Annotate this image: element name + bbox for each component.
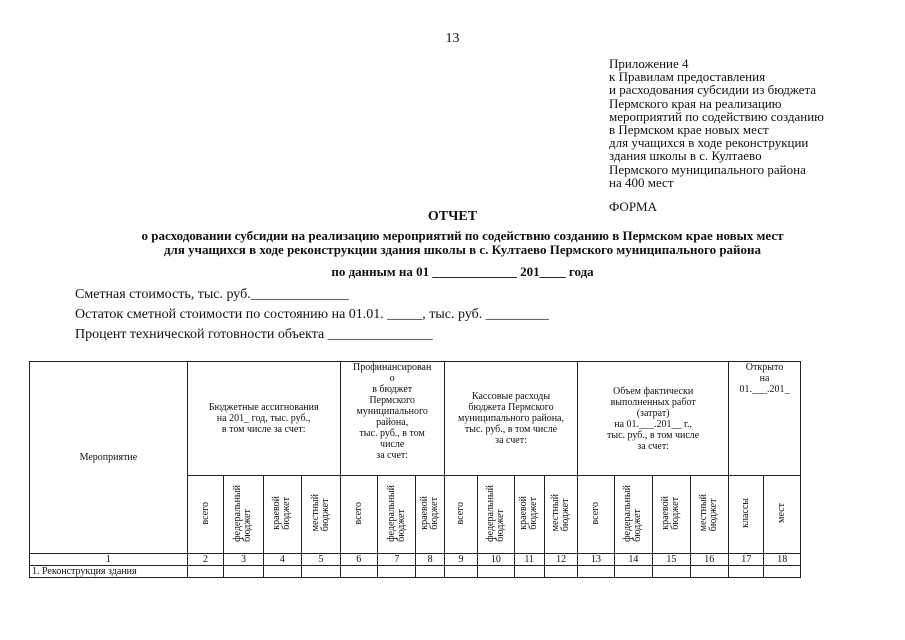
table-cell xyxy=(378,566,416,578)
table-cell xyxy=(764,566,801,578)
table-cell xyxy=(302,566,340,578)
table-cell xyxy=(340,566,377,578)
column-number: 6 xyxy=(340,554,377,566)
table-cell xyxy=(187,566,223,578)
table-cell xyxy=(729,566,764,578)
appendix-line: мероприятий по содействию созданию xyxy=(609,108,824,124)
appendix-line: в Пермском крае новых мест xyxy=(609,122,769,138)
column-number: 10 xyxy=(478,554,514,566)
column-number: 12 xyxy=(544,554,577,566)
column-number: 16 xyxy=(690,554,728,566)
appendix-line: на 400 мест xyxy=(609,174,674,190)
table-cell xyxy=(263,566,301,578)
table-cell xyxy=(224,566,263,578)
subheader-cell: всего xyxy=(578,476,614,554)
header-opened: Открыто на 01.___.201_ xyxy=(729,362,801,476)
table-cell xyxy=(614,566,652,578)
subheader-cell: всего xyxy=(340,476,377,554)
report-date-line: по данным на 01 _____________ 201____ года xyxy=(331,264,594,279)
column-number: 5 xyxy=(302,554,340,566)
column-number: 2 xyxy=(187,554,223,566)
subtitle-line: о расходовании субсидии на реализацию мероприятий по содействию созданию в Пермском крае новых мест xyxy=(141,228,784,243)
subheader-cell: федеральный бюджет xyxy=(478,476,514,554)
header-budget-allocations: Бюджетные ассигнования на 201_ год, тыс. руб., в том числе за счет: xyxy=(187,362,340,476)
table-cell xyxy=(544,566,577,578)
subtitle-line: для учащихся в ходе реконструкции здания школы в с. Култаево Пермского муниципального района xyxy=(163,242,762,257)
column-number: 1 xyxy=(30,554,188,566)
header-work-volume: Объем фактически выполненных работ (затрат) на 01.___.201__ г., тыс. руб., в том числе за счет: xyxy=(578,362,729,476)
estimate-cost-line: Сметная стоимость, тыс. руб.______________ xyxy=(75,287,349,302)
subheader-cell: мест xyxy=(764,476,801,554)
table-cell xyxy=(690,566,728,578)
row-label: 1. Реконструкция здания xyxy=(30,566,188,578)
column-number: 7 xyxy=(378,554,416,566)
column-numbers-row xyxy=(30,554,801,566)
column-number: 9 xyxy=(444,554,477,566)
subheader-cell: федеральный бюджет xyxy=(224,476,263,554)
column-number: 14 xyxy=(614,554,652,566)
appendix-line: и расходования субсидии из бюджета xyxy=(609,82,817,98)
report-title: ОТЧЕТ xyxy=(427,209,478,224)
table-cell xyxy=(416,566,444,578)
column-number: 17 xyxy=(729,554,764,566)
column-number: 15 xyxy=(653,554,690,566)
subheader-cell: местный бюджет xyxy=(690,476,728,554)
subheader-cell: местный бюджет xyxy=(302,476,340,554)
page-number: 13 xyxy=(445,31,460,46)
appendix-line: Пермского муниципального района xyxy=(609,161,806,177)
table-cell xyxy=(514,566,544,578)
header-financed: Профинансирован о в бюджет Пермского муниципального района, тыс. руб., в том числе за счет: xyxy=(340,362,444,476)
table-cell xyxy=(478,566,514,578)
appendix-line: для учащихся в ходе реконструкции xyxy=(609,135,809,151)
subheader-cell: краевой бюджет xyxy=(514,476,544,554)
column-number: 8 xyxy=(416,554,444,566)
column-number: 3 xyxy=(224,554,263,566)
table-row xyxy=(30,566,801,578)
report-table xyxy=(29,361,801,578)
subheader-cell: всего xyxy=(444,476,477,554)
appendix-line: здания школы в с. Култаево xyxy=(609,148,762,164)
subheader-cell: федеральный бюджет xyxy=(614,476,652,554)
subheader-cell: федеральный бюджет xyxy=(378,476,416,554)
technical-readiness-line: Процент технической готовности объекта _______________ xyxy=(75,327,433,342)
remaining-cost-line: Остаток сметной стоимости по состоянию на 01.01. _____, тыс. руб. _________ xyxy=(75,307,549,322)
table-cell xyxy=(578,566,614,578)
appendix-block xyxy=(609,57,879,189)
table-cell xyxy=(444,566,477,578)
subheader-cell: краевой бюджет xyxy=(263,476,301,554)
column-number: 11 xyxy=(514,554,544,566)
form-label: ФОРМА xyxy=(609,199,657,214)
table-cell xyxy=(653,566,690,578)
appendix-line: Пермского края на реализацию xyxy=(609,95,782,111)
appendix-line: Приложение 4 xyxy=(609,56,689,71)
column-number: 4 xyxy=(263,554,301,566)
subheader-cell: краевой бюджет xyxy=(416,476,444,554)
report-subtitle xyxy=(60,229,865,257)
column-number: 18 xyxy=(764,554,801,566)
subheader-cell: всего xyxy=(187,476,223,554)
subheader-cell: краевой бюджет xyxy=(653,476,690,554)
header-activity: Мероприятие xyxy=(30,362,188,554)
header-cash-expenses: Кассовые расходы бюджета Пермского муниципального района, тыс. руб., в том числе за счет: xyxy=(444,362,578,476)
subheader-cell: местный бюджет xyxy=(544,476,577,554)
appendix-line: к Правилам предоставления xyxy=(609,69,766,85)
subheader-cell: классы xyxy=(729,476,764,554)
column-number: 13 xyxy=(578,554,614,566)
